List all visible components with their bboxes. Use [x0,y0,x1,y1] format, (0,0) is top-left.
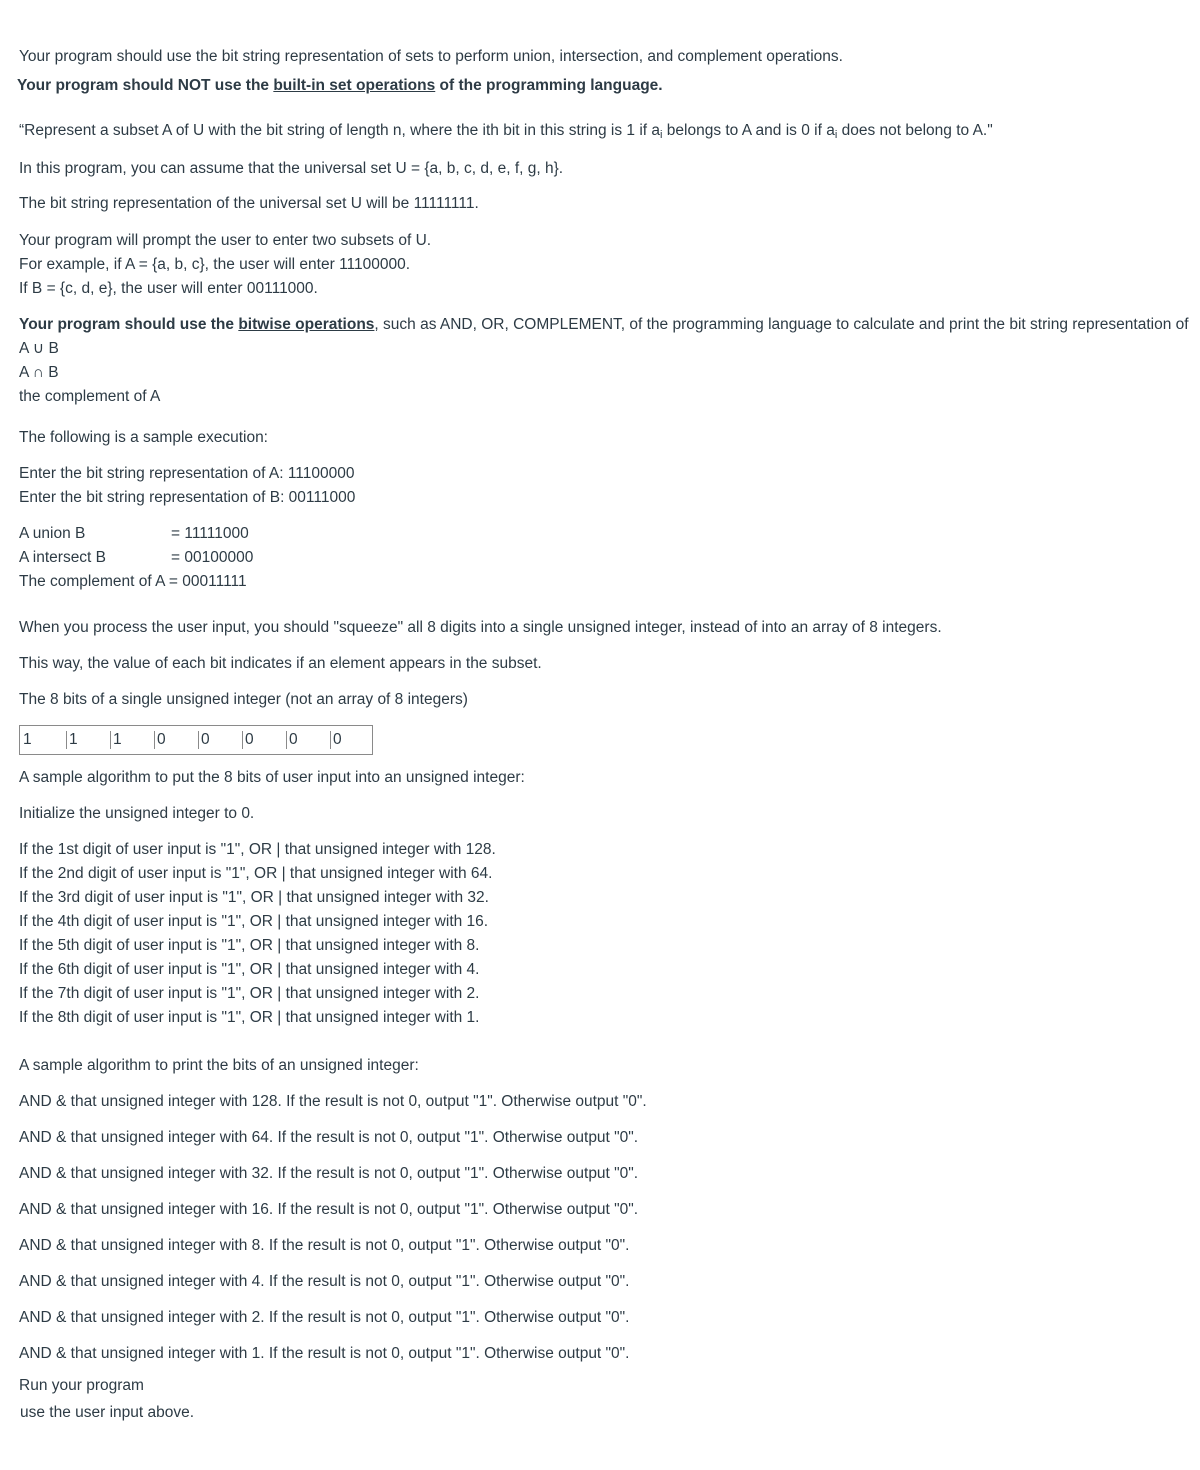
universal-set-line: In this program, you can assume that the universal set U = {a, b, c, d, e, f, g, h}. [19,160,564,177]
algo-out-step: AND & that unsigned integer with 1. If the result is not 0, output "1". Otherwise output "0". [19,1345,630,1362]
bit-cell [64,726,108,754]
bit-value: 0 [198,731,210,749]
bit-value: 1 [66,731,78,749]
bitwise-post: , such as AND, OR, COMPLEMENT, of the programming language to calculate and print the bit string representation of [374,316,1189,333]
quote-definition [19,121,993,141]
built-in-set-operations-link[interactable]: built-in set operations [273,77,436,94]
algo-in-step: If the 8th digit of user input is "1", OR | that unsigned integer with 1. [19,1009,480,1026]
result-complement: The complement of A = 00011111 [19,573,247,590]
bitwise-pre: Your program should use the [19,316,239,333]
bit-cell [328,726,372,754]
algo-in-init: Initialize the unsigned integer to 0. [19,805,255,822]
complement-item: the complement of A [19,388,161,405]
algo-out-step: AND & that unsigned integer with 64. If the result is not 0, output "1". Otherwise output "0". [19,1129,639,1146]
universal-bitstring-line: The bit string representation of the universal set U will be 11111111. [19,195,479,212]
union-item: A ∪ B [19,340,59,357]
result-union-value: = 11111000 [171,525,249,542]
algo-out-step: AND & that unsigned integer with 8. If the result is not 0, output "1". Otherwise output "0". [19,1237,630,1254]
sample-heading: The following is a sample execution: [19,429,268,446]
run-line-1: Run your program [19,1377,144,1394]
squeeze-line-3: The 8 bits of a single unsigned integer (not an array of 8 integers) [19,691,468,708]
prompt-line-3: If B = {c, d, e}, the user will enter 00111000. [19,280,318,297]
prompt-line-1: Your program will prompt the user to enter two subsets of U. [19,232,432,249]
bitwise-operations-link[interactable]: bitwise operations [238,316,375,333]
bit-value: 0 [242,731,254,749]
algo-out-step: AND & that unsigned integer with 2. If the result is not 0, output "1". Otherwise output "0". [19,1309,630,1326]
bit-value: 1 [110,731,122,749]
squeeze-line-1: When you process the user input, you should "squeeze" all 8 digits into a single unsigned integer, instead of into an array of 8 integers. [19,619,942,636]
bit-value: 0 [286,731,298,749]
bit-cell [108,726,152,754]
bit-cell [196,726,240,754]
bit-value: 0 [154,731,166,749]
result-intersect-label: A intersect B [19,549,107,566]
bit-value: 0 [330,731,342,749]
algo-out-step: AND & that unsigned integer with 16. If the result is not 0, output "1". Otherwise output "0". [19,1201,639,1218]
sample-input-a: Enter the bit string representation of A: 11100000 [19,465,355,482]
algo-in-step: If the 2nd digit of user input is "1", OR | that unsigned integer with 64. [19,865,493,882]
algo-out-heading: A sample algorithm to print the bits of an unsigned integer: [19,1057,419,1074]
result-intersect-value: = 00100000 [171,549,254,566]
algo-in-step: If the 3rd digit of user input is "1", OR | that unsigned integer with 32. [19,889,489,906]
sample-input-b: Enter the bit string representation of B: 00111000 [19,489,356,506]
intro-line-2-pre: Your program should NOT use the [17,77,274,94]
algo-in-heading: A sample algorithm to put the 8 bits of user input into an unsigned integer: [19,769,525,786]
algo-out-step: AND & that unsigned integer with 4. If the result is not 0, output "1". Otherwise output "0". [19,1273,630,1290]
run-line-2: use the user input above. [20,1404,195,1421]
prompt-line-2: For example, if A = {a, b, c}, the user will enter 11100000. [19,256,411,273]
bitwise-instruction [19,315,1189,335]
algo-out-step: AND & that unsigned integer with 128. If the result is not 0, output "1". Otherwise output "0". [19,1093,647,1110]
bit-table [19,725,373,755]
bit-cell [20,726,64,754]
squeeze-line-2: This way, the value of each bit indicates if an element appears in the subset. [19,655,542,672]
intro-line-1: Your program should use the bit string representation of sets to perform union, intersection, and complement operations. [19,48,843,65]
result-union-label: A union B [19,525,86,542]
quote-sub-1: i [660,129,663,141]
bit-cell [152,726,196,754]
quote-part-2: belongs to A and is 0 if a [662,122,835,139]
bit-value: 1 [23,731,32,748]
algo-in-step: If the 4th digit of user input is "1", OR | that unsigned integer with 16. [19,913,489,930]
algo-in-step: If the 5th digit of user input is "1", OR | that unsigned integer with 8. [19,937,480,954]
bit-cell [284,726,328,754]
quote-sub-2: i [834,129,838,141]
intro-line-2-post: of the programming language. [435,77,663,94]
algo-out-step: AND & that unsigned integer with 32. If the result is not 0, output "1". Otherwise output "0". [19,1165,639,1182]
intro-line-2 [17,76,663,96]
algo-in-step: If the 1st digit of user input is "1", OR | that unsigned integer with 128. [19,841,496,858]
bit-cell [240,726,284,754]
quote-part-1: “Represent a subset A of U with the bit string of length n, where the ith bit in this string is 1 if a [19,122,661,139]
quote-part-3: does not belong to A." [837,122,993,139]
algo-in-step: If the 6th digit of user input is "1", OR | that unsigned integer with 4. [19,961,480,978]
intersection-item: A ∩ B [19,364,59,381]
algo-in-step: If the 7th digit of user input is "1", OR | that unsigned integer with 2. [19,985,480,1002]
